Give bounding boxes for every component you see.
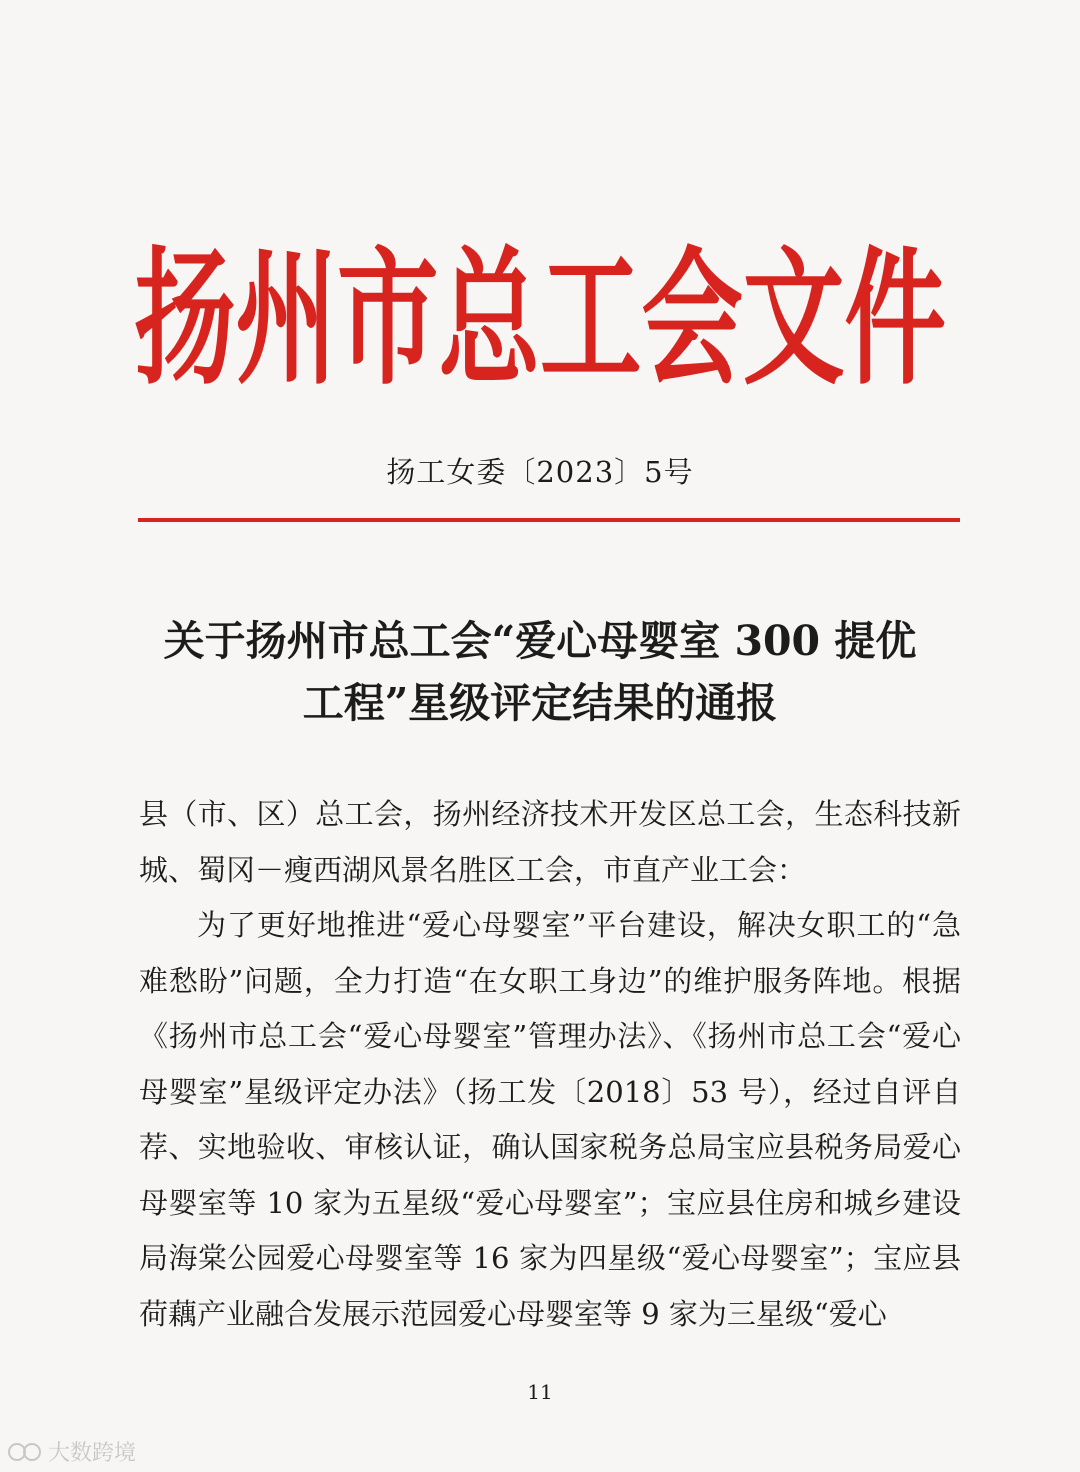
watermark-logo-icon xyxy=(8,1441,42,1463)
watermark xyxy=(8,1436,136,1467)
body-paragraph: 为了更好地推进“爱心母婴室”平台建设，解决女职工的“急难愁盼”问题，全力打造“在女职工身边”的维护服务阵地。根据《扬州市总工会“爱心母婴室”管理办法》、《扬州市总工会“爱心母婴室”星级评定办法》（扬工发〔2018〕53 号），经过自评自荐、实地验收、审核认证，确认国家税务总局宝应县税务局爱心母婴室等 10 家为五星级“爱心母婴室”；宝应县住房和城乡建设局海棠公园爱心母婴室等 16 家为四星级“爱心母婴室”；宝应县荷藕产业融合发展示范园爱心母婴室等 9 家为三星级“爱心 xyxy=(139,908,961,1331)
watermark-text: 大数跨境 xyxy=(48,1441,137,1466)
document-title xyxy=(0,610,1080,734)
document-number: 扬工女委〔2023〕5号 xyxy=(386,455,694,489)
document-header-title: 扬州市总工会文件 xyxy=(134,231,946,405)
document-title-line-2: 工程”星级评定结果的通报 xyxy=(302,679,778,727)
document-title-line-1: 关于扬州市总工会“爱心母婴室 300 提优 xyxy=(163,617,917,665)
page-number: 11 xyxy=(527,1380,553,1404)
red-divider-line xyxy=(138,518,960,522)
addressee-paragraph: 县（市、区）总工会，扬州经济技术开发区总工会，生态科技新城、蜀冈－瘦西湖风景名胜区工会，市直产业工会： xyxy=(139,797,961,887)
document-body xyxy=(139,787,961,1342)
